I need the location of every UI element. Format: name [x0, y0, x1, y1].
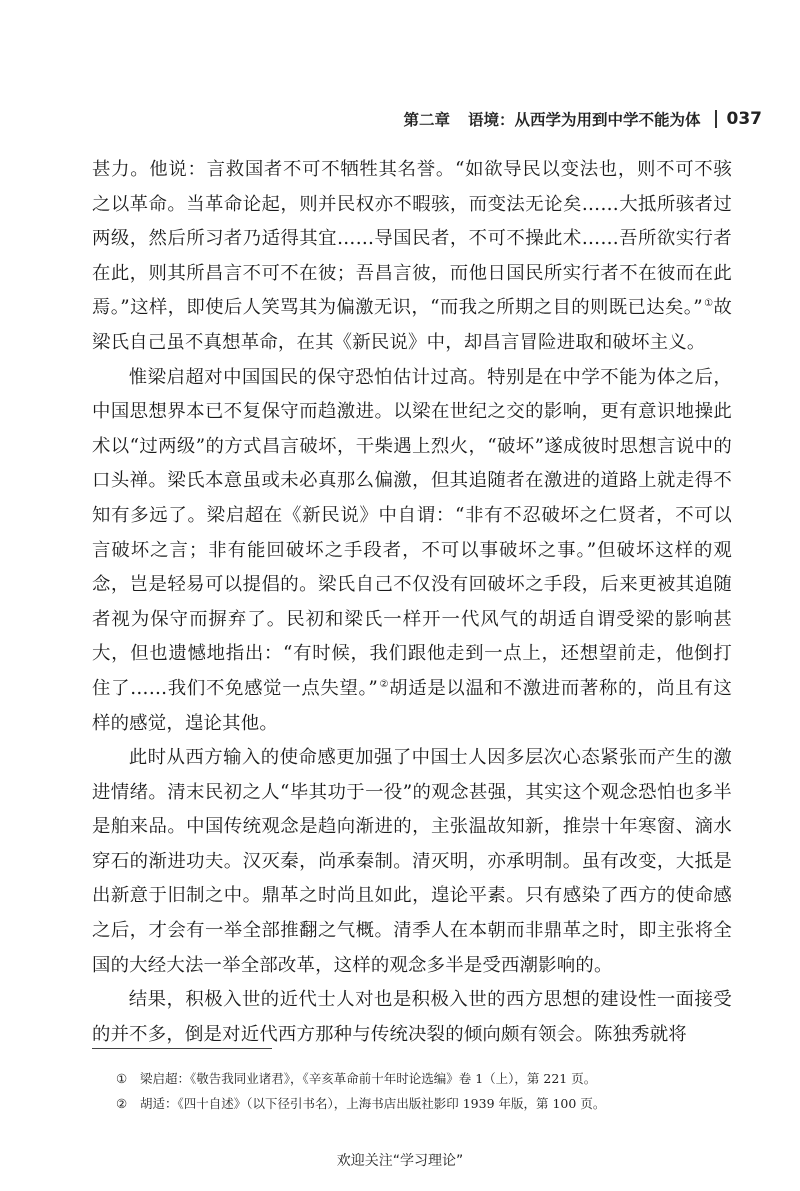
paragraph-2: [92, 361, 732, 742]
paragraph-3: [92, 741, 732, 983]
footnote-divider: [92, 1048, 272, 1049]
page-number: 037: [726, 109, 762, 129]
paragraph-text: 甚力。他说：言救国者不可不牺牲其名誉。“如欲导民以变法也，则不可不骇之以革命。当革命论起，则并民权亦不暇骇，而变法无论矣……大抵所骇者过两级，然后所习者乃适得其宜……导国民者，不可不操此术……吾所欲实行者在此，则其所昌言不可不在彼；吾昌言彼，而他日国民所实行者不在彼而在此焉。”这样，即使后人笑骂其为偏激无识，“而我之所期之目的则既已达矣。”: [92, 159, 732, 319]
paragraph-text-after-note: 故梁氏自己虽不真想革命，在其《新民说》中，却昌言冒险进取和破坏主义。: [92, 297, 732, 353]
footnote-1: [116, 1066, 736, 1091]
body-text: [92, 153, 732, 1052]
footnote-text: 胡适：《四十自述》（以下径引书名），上海书店出版社影印 1939 年版，第 100 页。: [140, 1096, 606, 1111]
chapter-label: 第二章: [403, 111, 450, 129]
footnote-ref: ②: [379, 678, 390, 690]
paragraph-4: [92, 983, 732, 1052]
footnote-mark: ①: [116, 1071, 128, 1086]
footnote-mark: ②: [116, 1096, 128, 1111]
footnote-ref: ①: [703, 298, 714, 310]
footnote-text: 梁启超：《敬告我同业诸君》，《辛亥革命前十年时论选编》卷 1（上），第 221 页。: [140, 1071, 597, 1086]
paragraph-text: 惟梁启超对中国国民的保守恐怕估计过高。特别是在中学不能为体之后，中国思想界本已不复保守而趋激进。以梁在世纪之交的影响，更有意识地操此术以“过两级”的方式昌言破坏，干柴遇上烈火，“破坏”遂成彼时思想言说中的口头禅。梁氏本意虽或未必真那么偏激，但其追随者在激进的道路上就走得不知有多远了。梁启超在《新民说》中自谓：“非有不忍破坏之仁贤者，不可以言破坏之言；非有能回破坏之手段者，不可以事破坏之事。”但破坏这样的观念，岂是轻易可以提倡的。梁氏自己不仅没有回破坏之手段，后来更被其追随者视为保守而摒弃了。民初和梁氏一样开一代风气的胡适自谓受梁的影响甚大，但也遗憾地指出：“有时候，我们跟他走到一点上，还想望前走，他倒打住了……我们不免感觉一点失望。”: [92, 366, 732, 699]
chapter-title: 语境：从西学为用到中学不能为体: [467, 111, 701, 129]
header-divider: [715, 110, 717, 128]
paragraph-text: 结果，积极入世的近代士人对也是积极入世的西方思想的建设性一面接受的并不多，倒是对近代西方那种与传统决裂的倾向颇有领会。陈独秀就将: [92, 989, 732, 1045]
paragraph-text-after-note: 胡适是以温和不激进而著称的，尚且有这样的感觉，遑论其他。: [92, 677, 733, 734]
running-header: [403, 108, 762, 130]
footnotes: [116, 1066, 736, 1116]
footnote-2: [116, 1091, 736, 1116]
page-footer: 欢迎关注“学习理论”: [336, 1153, 464, 1169]
paragraph-text: 此时从西方输入的使命感更加强了中国士人因多层次心态紧张而产生的激进情绪。清末民初之人“毕其功于一役”的观念甚强，其实这个观念恐怕也多半是舶来品。中国传统观念是趋向渐进的，主张温故知新，推崇十年寒窗、滴水穿石的渐进功夫。汉灭秦，尚承秦制。清灭明，亦承明制。虽有改变，大抵是出新意于旧制之中。鼎革之时尚且如此，遑论平素。只有感染了西方的使命感之后，才会有一举全部推翻之气概。清季人在本朝而非鼎革之时，即主张将全国的大经大法一举全部改革，这样的观念多半是受西潮影响的。: [92, 747, 732, 976]
paragraph-1: [92, 153, 732, 361]
